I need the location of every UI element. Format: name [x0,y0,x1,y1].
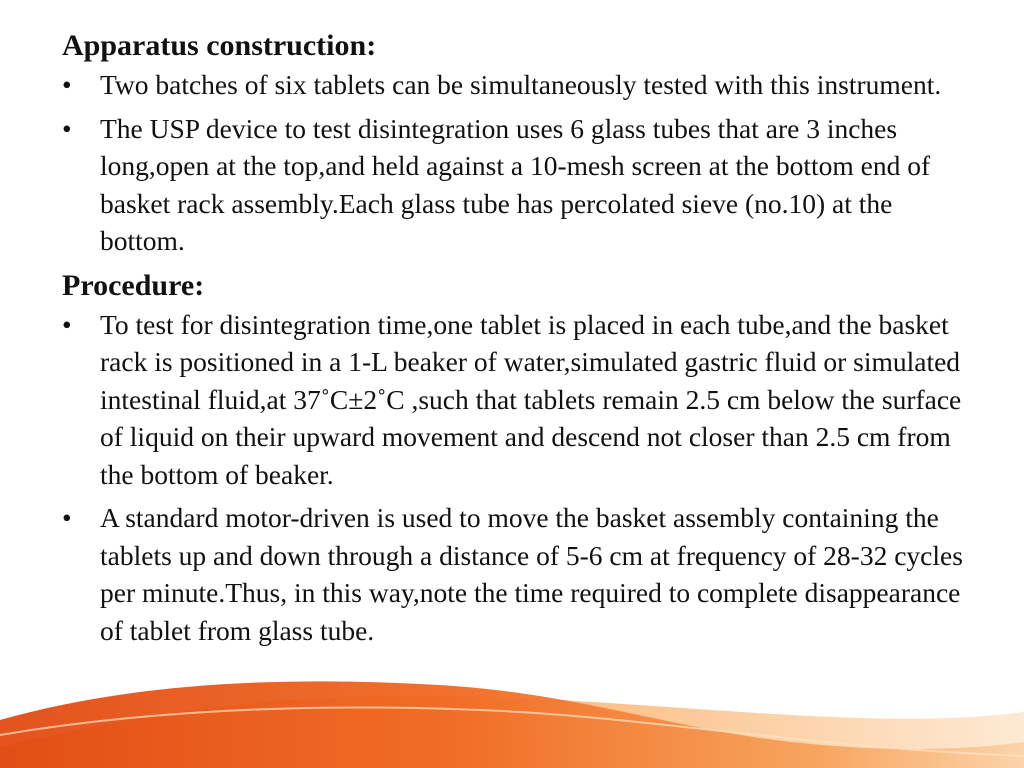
bullet-icon: • [62,308,72,340]
apparatus-bullet-list [62,66,972,260]
apparatus-heading: Apparatus construction: [62,29,377,62]
bullet-text: Two batches of six tablets can be simultaneously tested with this instrument. [100,69,942,100]
list-item [62,499,972,649]
procedure-heading: Procedure: [62,268,205,302]
slide-content [62,26,972,655]
bullet-icon: • [62,112,72,144]
list-item [62,306,972,494]
bullet-icon: • [62,69,72,100]
bullet-icon: • [62,502,72,533]
list-item [62,110,972,260]
list-item [62,66,972,104]
procedure-bullet-list [62,306,972,650]
bullet-text: A standard motor-driven is used to move the basket assembly containing the tablets up and down through a distance of 5-6 cm at frequency of 28-32 cycles per minute.Thus, in this way,note the time required to complete disappearance of tablet from glass tube. [100,502,963,646]
bullet-text: The USP device to test disintegration uses 6 glass tubes that are 3 inches long,open at the top,and held against a 10-mesh screen at the bottom end of basket rack assembly.Each glass tube has percolated sieve (no.10) at the bottom. [100,112,931,256]
bullet-text: To test for disintegration time,one tablet is placed in each tube,and the basket rack is positioned in a 1-L beaker of water,simulated gastric fluid or simulated intestinal fluid,at 37˚C±2˚C ,such that tablets remain 2.5 cm below the surface of liquid on their upward movement and descend not closer than 2.5 cm from the bottom of beaker. [100,308,962,490]
